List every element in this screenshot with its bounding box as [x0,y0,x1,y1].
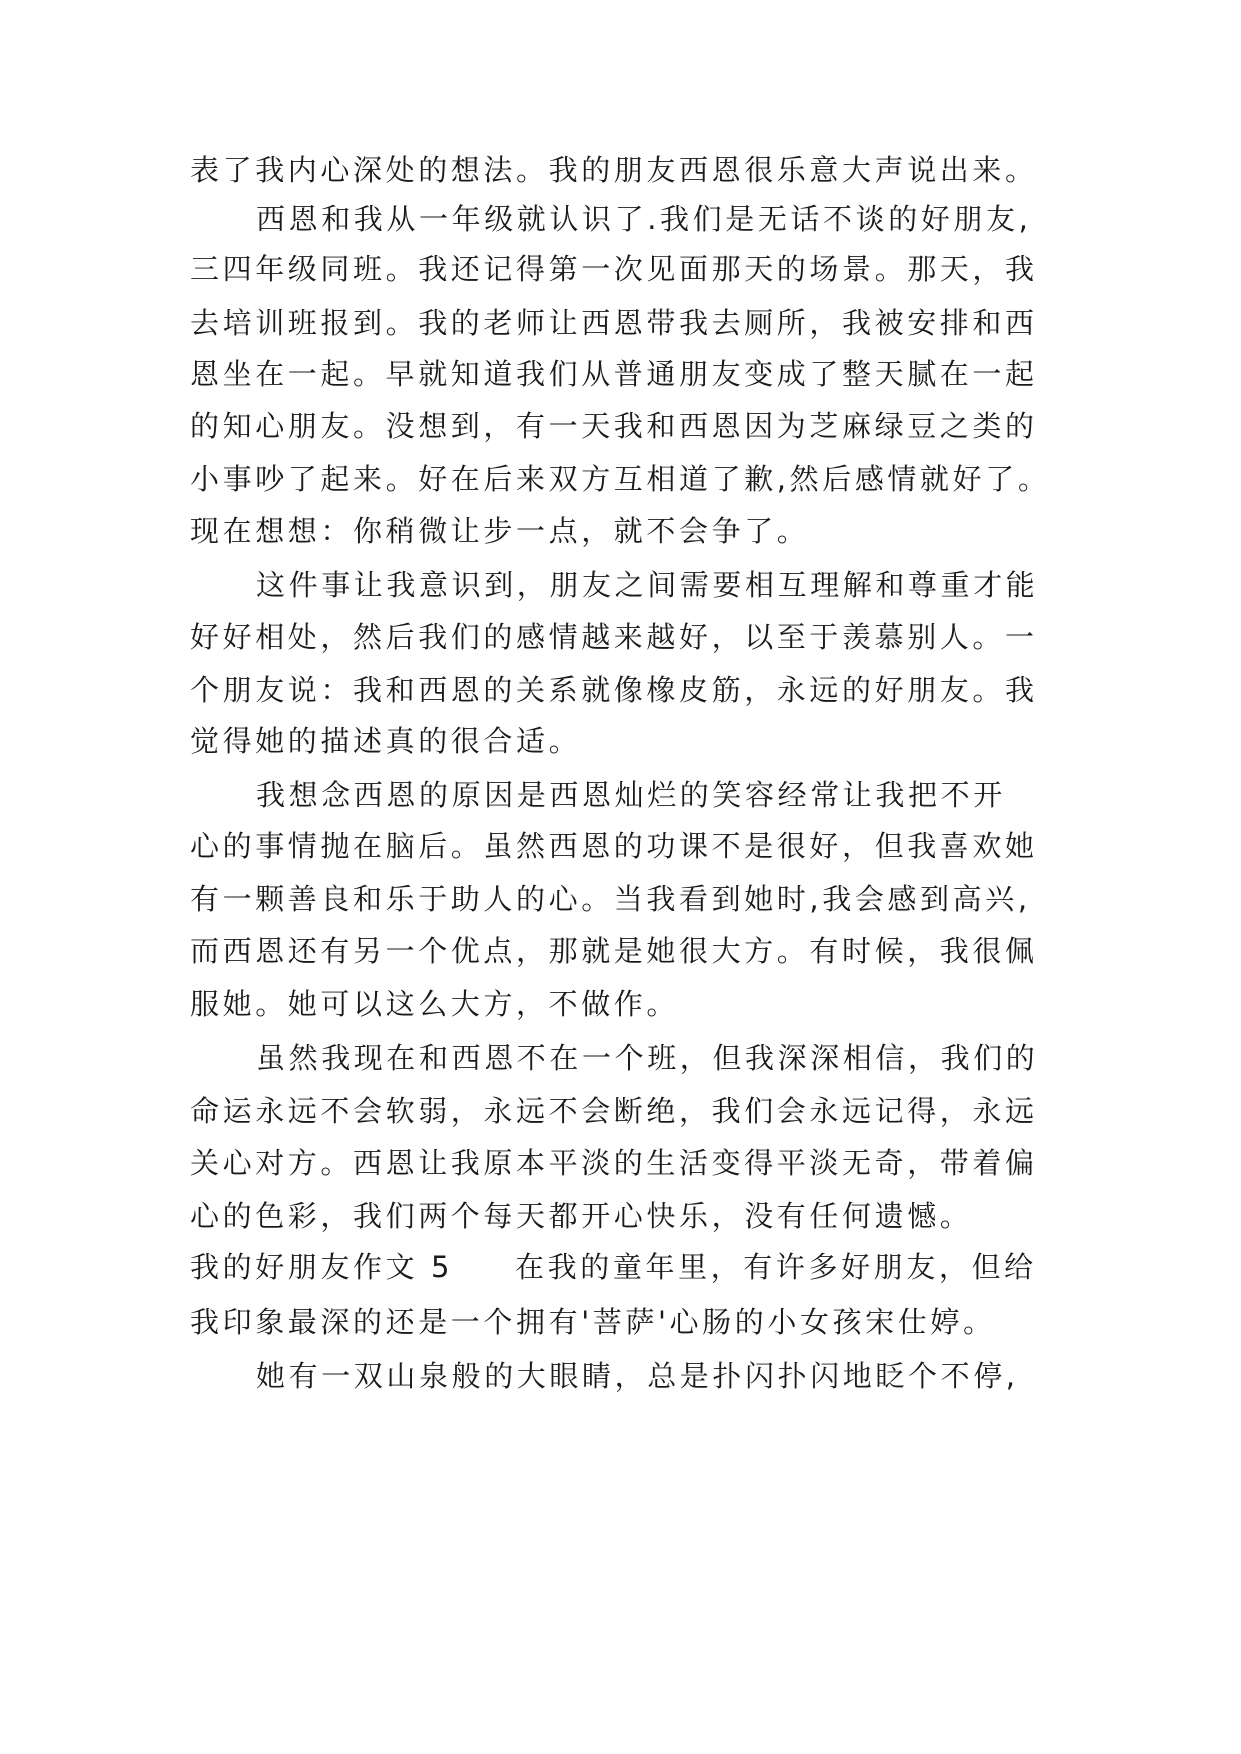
text-line: 有一颗善良和乐于助人的心。当我看到她时,我会感到高兴, [190,882,1031,916]
text-line: 在我的童年里，有许多好朋友，但给 [515,1250,1037,1284]
heading-line [190,1247,1090,1287]
text-line: 去培训班报到。我的老师让西恩带我去厕所，我被安排和西 [190,306,1038,340]
text-line: 心的事情抛在脑后。虽然西恩的功课不是很好，但我喜欢她 [190,829,1038,863]
paragraph-start: 她有一双山泉般的大眼睛，总是扑闪扑闪地眨个不停, [256,1359,1019,1393]
text-line: 关心对方。西恩让我原本平淡的生活变得平淡无奇，带着偏 [190,1146,1038,1180]
text-line: 我印象最深的还是一个拥有'菩萨'心肠的小女孩宋仕婷。 [190,1305,996,1339]
text-line: 觉得她的描述真的很合适。 [190,724,582,758]
paragraph-start: 西恩和我从一年级就认识了.我们是无话不谈的好朋友, [256,202,1032,236]
paragraph-start: 我想念西恩的原因是西恩灿烂的笑容经常让我把不开 [256,778,1006,812]
text-line: 好好相处，然后我们的感情越来越好，以至于羡慕别人。一 [190,620,1038,654]
paragraph-start: 虽然我现在和西恩不在一个班，但我深深相信，我们的 [256,1041,1039,1075]
text-line: 小事吵了起来。好在后来双方互相道了歉,然后感情就好了。 [190,462,1051,496]
text-line: 命运永远不会软弱，永远不会断绝，我们会永远记得，永远 [190,1094,1038,1128]
text-line: 恩坐在一起。早就知道我们从普通朋友变成了整天腻在一起 [190,357,1038,391]
text-line: 现在想想：你稍微让步一点，就不会争了。 [190,514,810,548]
text-line: 的知心朋友。没想到，有一天我和西恩因为芝麻绿豆之类的 [190,409,1038,443]
text-line: 三四年级同班。我还记得第一次见面那天的场景。那天，我 [190,252,1038,286]
text-line: 心的色彩，我们两个每天都开心快乐，没有任何遗憾。 [190,1199,973,1233]
paragraph-start: 这件事让我意识到，朋友之间需要相互理解和尊重才能 [256,568,1039,602]
text-line: 表了我内心深处的想法。我的朋友西恩很乐意大声说出来。 [190,153,1038,187]
text-line: 而西恩还有另一个优点，那就是她很大方。有时候，我很佩 [190,934,1038,968]
essay-heading: 我的好朋友作文 5 [190,1250,454,1284]
text-line: 个朋友说：我和西恩的关系就像橡皮筋，永远的好朋友。我 [190,673,1038,707]
text-line: 服她。她可以这么大方，不做作。 [190,987,680,1021]
